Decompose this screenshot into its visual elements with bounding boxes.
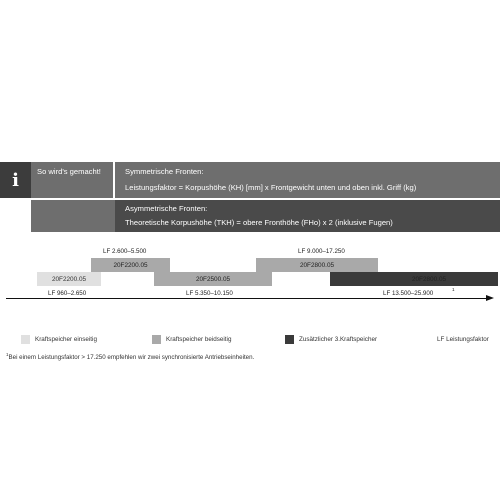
symmetric-formula: Leistungsfaktor = Korpushöhe (KH) [mm] x Frontgewicht unten und oben inkl. Griff (kg) xyxy=(125,183,417,192)
legend-zusaetzlich: Zusätzlicher 3.Kraftspeicher xyxy=(285,333,377,345)
lf-axis xyxy=(6,298,488,299)
asymmetric-title: Asymmetrische Fronten: xyxy=(125,204,208,213)
howto-label: So wird's gemacht! xyxy=(37,167,101,176)
range-label: LF 2.600–5.500 xyxy=(103,248,147,255)
symmetric-row xyxy=(0,162,500,198)
bar-20f2500-beidseitig: 20F2500.05 xyxy=(154,272,272,286)
info-banner xyxy=(0,162,500,232)
footnote: $^1$Bei einem Leistungsfaktor > 17.250 empfehlen wir zwei synchronisierte Antriebseinheiten. xyxy=(6,352,255,362)
asymmetric-row xyxy=(0,200,500,232)
axis-arrow-icon xyxy=(486,295,494,301)
legend-swatch xyxy=(152,335,161,344)
range-label: LF 960–2.650 xyxy=(48,290,87,297)
bar-20f2800-zusaetzlich: 20F2800.05 xyxy=(330,272,498,286)
howto-label-cell xyxy=(31,162,115,198)
legend-einseitig: Kraftspeicher einseitig xyxy=(21,333,97,345)
symmetric-title: Symmetrische Fronten: xyxy=(125,167,204,176)
asymmetric-formula: Theoretische Korpushöhe (TKH) = obere Fronthöhe (FHo) x 2 (inklusive Fugen) xyxy=(125,218,393,227)
bar-20f2200-einseitig: 20F2200.05 xyxy=(37,272,101,286)
info-icon: i xyxy=(0,162,31,198)
footnote-marker: 1 xyxy=(452,287,455,292)
bar-20f2200-beidseitig: 20F2200.05 xyxy=(91,258,170,272)
range-label: LF 13.500–25.900 xyxy=(383,290,434,297)
legend-swatch xyxy=(285,335,294,344)
legend-beidseitig: Kraftspeicher beidseitig xyxy=(152,333,231,345)
range-label: LF 9.000–17.250 xyxy=(298,248,345,255)
range-label: LF 5.350–10.150 xyxy=(186,290,233,297)
row2-label-cell xyxy=(31,200,115,232)
axis-label: LF Leistungsfaktor xyxy=(437,335,489,343)
legend-swatch xyxy=(21,335,30,344)
row2-spacer xyxy=(0,200,31,232)
row2-content xyxy=(115,200,500,232)
bar-20f2800-beidseitig: 20F2800.05 xyxy=(256,258,378,272)
